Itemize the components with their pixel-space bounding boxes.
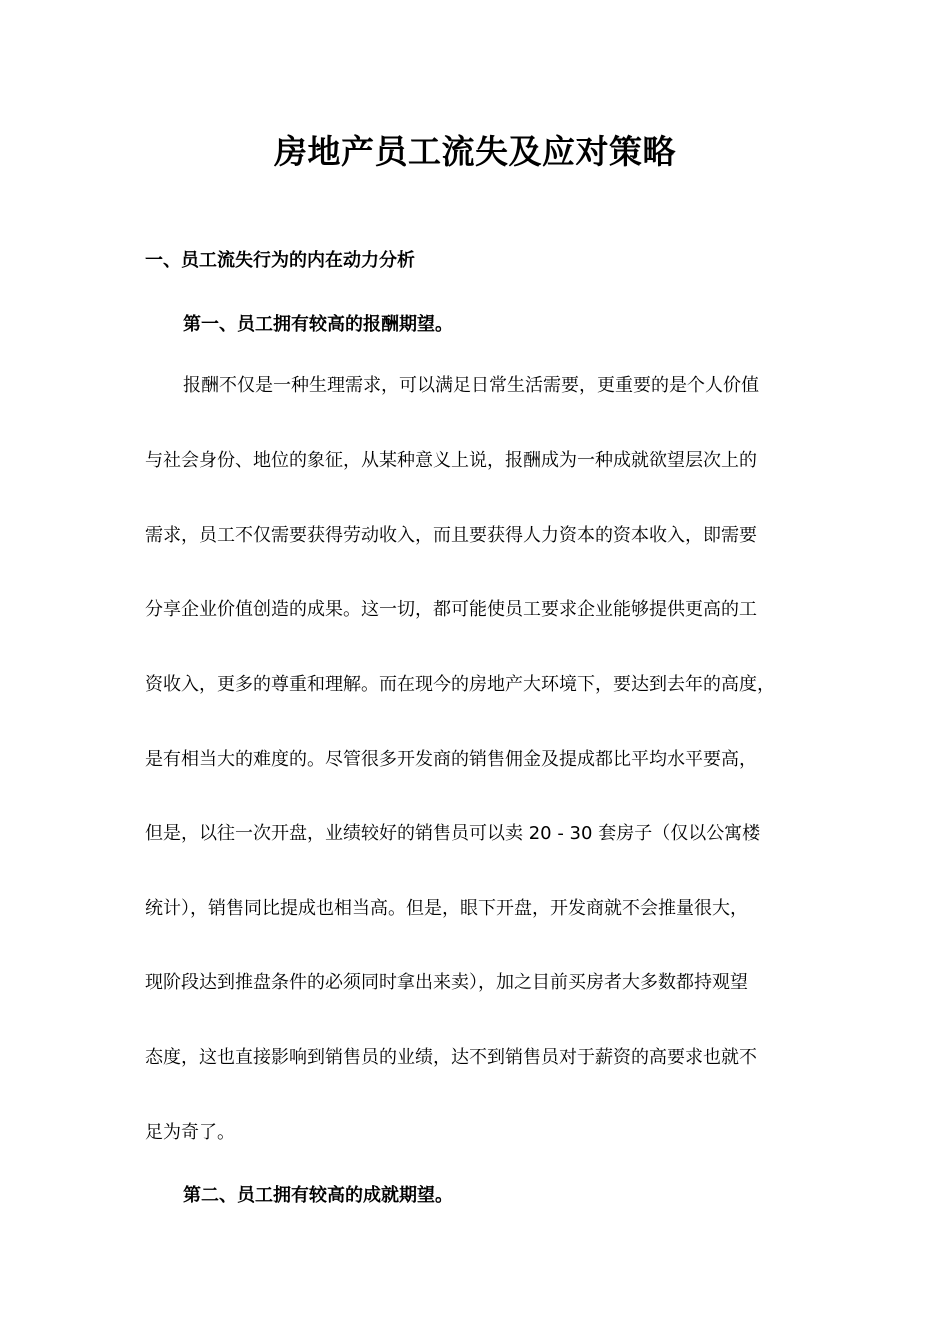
document-title: 房地产员工流失及应对策略 bbox=[274, 132, 676, 171]
section-heading: 一、员工流失行为的内在动力分析 bbox=[145, 250, 415, 271]
paragraph-line: 是有相当大的难度的。尽管很多开发商的销售佣金及提成都比平均水平要高， bbox=[145, 749, 757, 770]
paragraph-line: 报酬不仅是一种生理需求，可以满足日常生活需要，更重要的是个人价值 bbox=[183, 375, 759, 396]
paragraph-line: 分享企业价值创造的成果。这一切，都可能使员工要求企业能够提供更高的工 bbox=[145, 599, 757, 620]
paragraph-line: 统计），销售同比提成也相当高。但是，眼下开盘，开发商就不会推量很大， bbox=[145, 898, 748, 919]
paragraph-line: 足为奇了。 bbox=[145, 1122, 235, 1143]
paragraph-line: 资收入，更多的尊重和理解。而在现今的房地产大环境下，要达到去年的高度， bbox=[145, 674, 775, 695]
paragraph-line: 与社会身份、地位的象征，从某种意义上说，报酬成为一种成就欲望层次上的 bbox=[145, 450, 757, 471]
paragraph-line: 现阶段达到推盘条件的必须同时拿出来卖），加之目前买房者大多数都持观望 bbox=[145, 972, 748, 993]
paragraph-line: 态度，这也直接影响到销售员的业绩，达不到销售员对于薪资的高要求也就不 bbox=[145, 1047, 757, 1068]
subheading-reward-expectation: 第一、员工拥有较高的报酬期望。 bbox=[183, 314, 453, 335]
paragraph-line: 但是，以往一次开盘，业绩较好的销售员可以卖 20 - 30 套房子（仅以公寓楼 bbox=[145, 823, 761, 844]
subheading-achievement-expectation: 第二、员工拥有较高的成就期望。 bbox=[183, 1185, 453, 1206]
paragraph-line: 需求，员工不仅需要获得劳动收入，而且要获得人力资本的资本收入，即需要 bbox=[145, 525, 757, 546]
